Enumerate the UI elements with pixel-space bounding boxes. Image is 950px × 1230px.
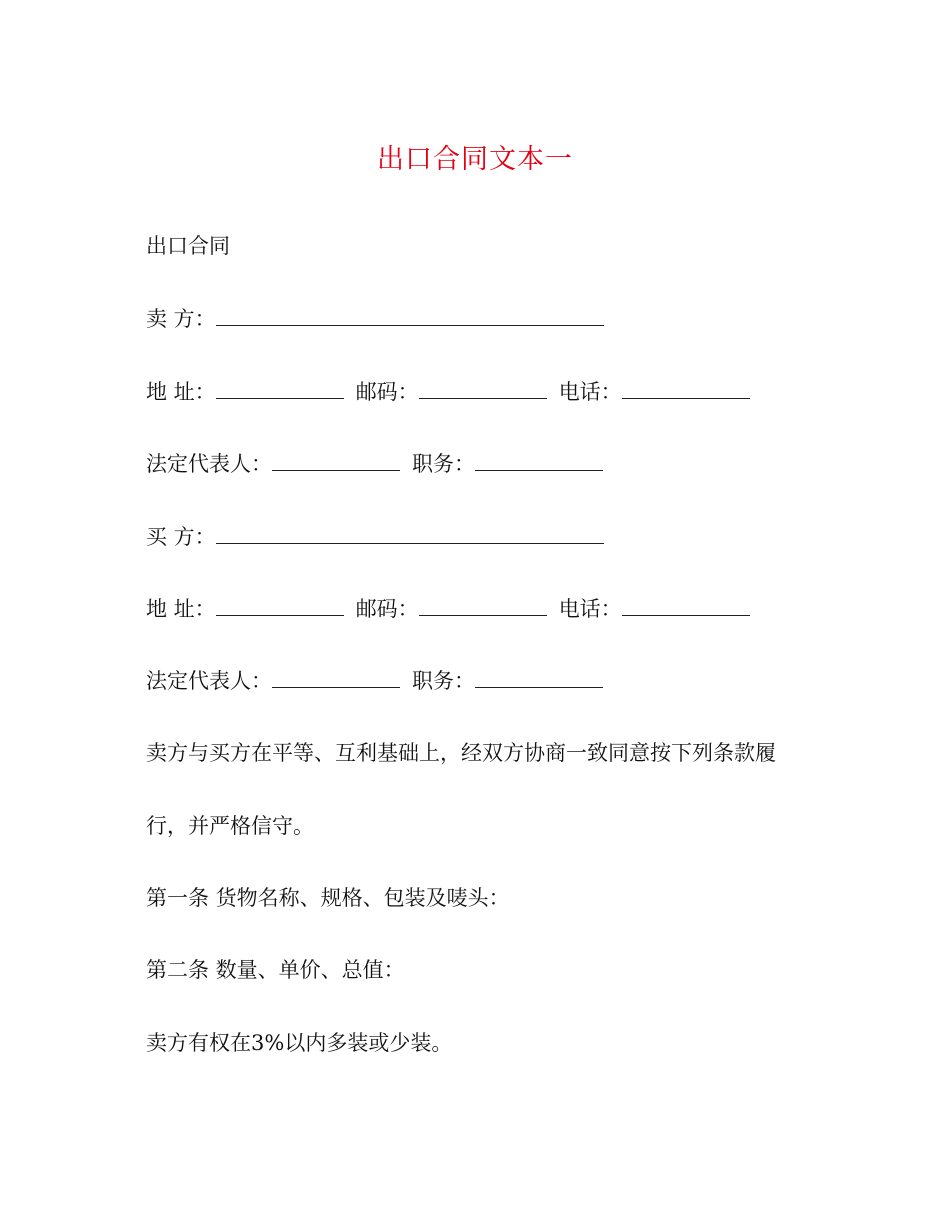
seller-contact-line [146,378,750,406]
seller-position-blank[interactable] [475,450,603,471]
buyer-rep-line [146,667,603,695]
seller-phone-label: 电话： [558,380,622,404]
seller-position-label: 职务： [412,452,475,476]
buyer-address-label: 地 址： [146,597,216,621]
buyer-rep-label: 法定代表人： [146,669,272,693]
buyer-rep-blank[interactable] [272,667,400,688]
buyer-position-blank[interactable] [475,667,603,688]
seller-name-blank[interactable] [216,305,604,326]
seller-postcode-blank[interactable] [419,378,547,399]
seller-label: 卖 方： [146,307,216,331]
contract-heading: 出口合同 [146,234,230,258]
buyer-name-blank[interactable] [216,523,604,544]
seller-phone-blank[interactable] [622,378,750,399]
seller-address-label: 地 址： [146,380,216,404]
seller-rep-label: 法定代表人： [146,452,272,476]
buyer-postcode-blank[interactable] [419,595,547,616]
buyer-position-label: 职务： [412,669,475,693]
seller-rep-line [146,450,603,478]
intro-paragraph-line-1: 卖方与买方在平等、互利基础上，经双方协商一致同意按下列条款履 [146,741,776,765]
buyer-postcode-label: 邮码： [355,597,419,621]
intro-paragraph-line-2: 行，并严格信守。 [146,814,314,838]
seller-line [146,305,604,333]
buyer-contact-line [146,595,750,623]
seller-rep-blank[interactable] [272,450,400,471]
seller-postcode-label: 邮码： [355,380,419,404]
seller-address-blank[interactable] [216,378,344,399]
document-title: 出口合同文本一 [377,144,573,175]
buyer-phone-blank[interactable] [622,595,750,616]
buyer-line [146,523,604,551]
article-1: 第一条 货物名称、规格、包装及唛头： [146,886,510,910]
buyer-label: 买 方： [146,525,216,549]
article-2: 第二条 数量、单价、总值： [146,958,405,982]
buyer-phone-label: 电话： [558,597,622,621]
tolerance-clause: 卖方有权在3%以内多装或少装。 [146,1031,453,1055]
buyer-address-blank[interactable] [216,595,344,616]
